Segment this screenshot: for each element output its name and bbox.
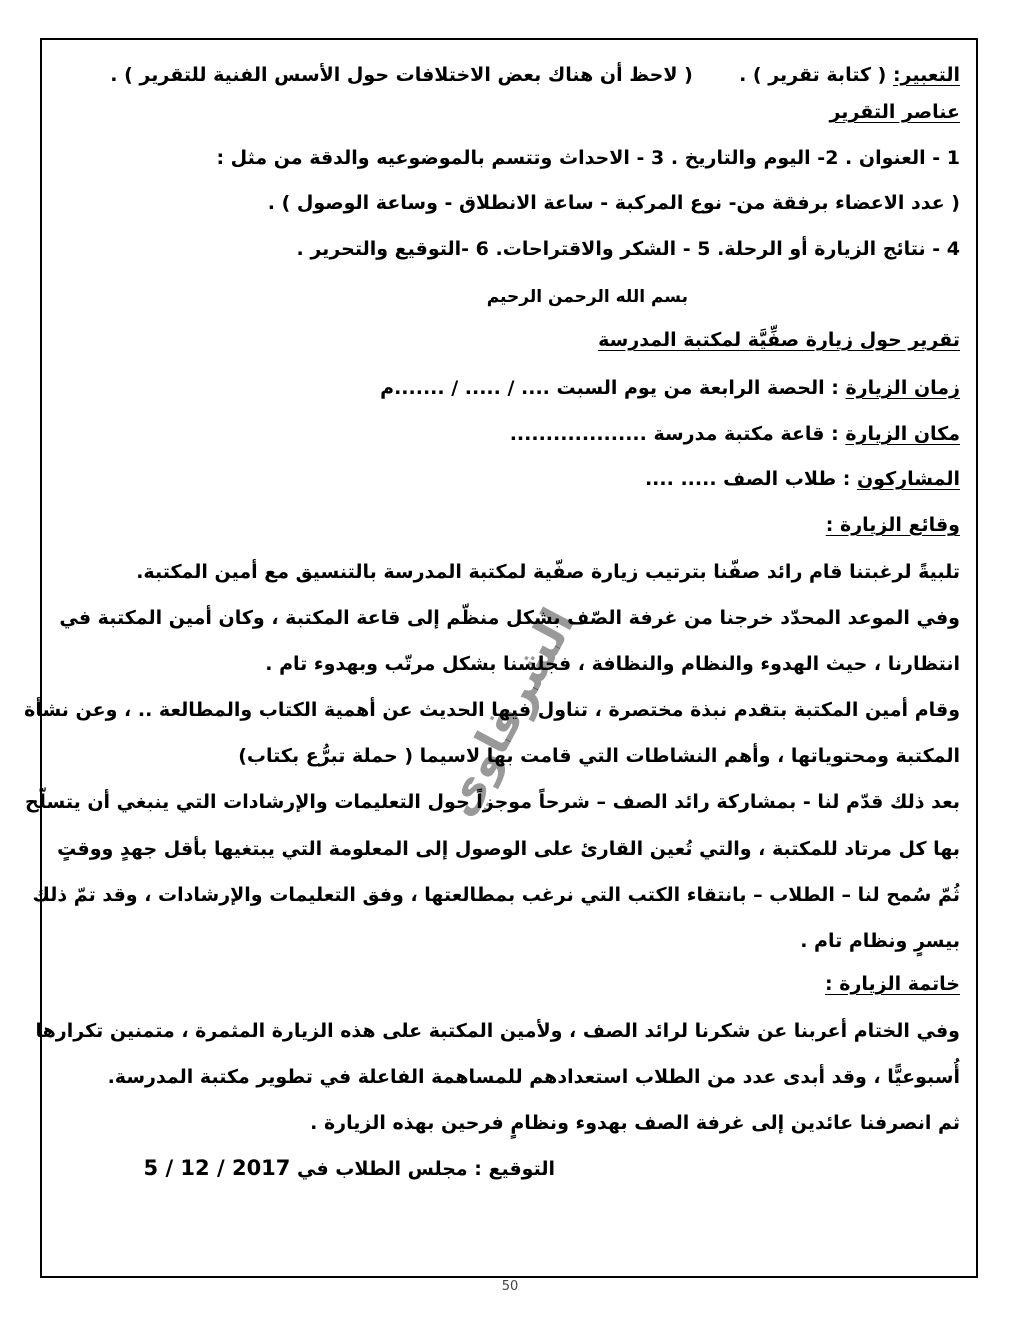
elements-line-3: 4 - نتائج الزيارة أو الرحلة. 5 - الشكر والاقتراحات. 6 -التوقيع والتحرير . bbox=[296, 238, 960, 260]
signature-line bbox=[144, 1155, 555, 1182]
watermark: الشرقاوي bbox=[431, 599, 586, 825]
page-number: 50 bbox=[501, 1279, 519, 1294]
events-line: تلبيةً لرغبتنا قام رائد صفّنا بترتيب زيارة صفّية لمكتبة المدرسة بالتنسيق مع أمين المكتبة. bbox=[136, 561, 960, 583]
events-line: المكتبة ومحتوياتها ، وأهم النشاطات التي قامت بها لاسيما ( حملة تبرُّع بكتاب) bbox=[238, 745, 960, 767]
events-line: انتظارنا ، حيث الهدوء والنظام والنظافة ، فجلسنا بشكل مرتّب وبهدوء تام . bbox=[265, 653, 960, 675]
events-line: بعد ذلك قدّم لنا - بمشاركة رائد الصف – شرحاً موجزاً حول التعليمات والإرشادات التي ينبغي أن يتسلّح bbox=[25, 791, 960, 813]
conclusion-line: وفي الختام أعربنا عن شكرنا لرائد الصف ، ولأمين المكتبة على هذه الزيارة المثمرة ، متمنين تكرارها bbox=[35, 1020, 960, 1042]
header-note: ( لاحظ أن هناك بعض الاختلافات حول الأسس الفنية للتقرير ) . bbox=[110, 64, 693, 86]
events-title: وقائع الزيارة : bbox=[825, 514, 960, 536]
visit-time-value: : الحصة الرابعة من يوم السبت .... / ..... / .......م bbox=[380, 377, 846, 399]
participants-label: المشاركون bbox=[857, 468, 960, 490]
header-line bbox=[110, 62, 960, 88]
elements-line-2: ( عدد الاعضاء برفقة من- نوع المركبة - ساعة الانطلاق - وساعة الوصول ) . bbox=[267, 192, 960, 214]
events-line: ثُمّ سُمح لنا – الطلاب – بانتقاء الكتب التي نرغب بمطالعتها ، وفق التعليمات والإرشادات ، وقد تمّ ذلك bbox=[32, 884, 960, 906]
conclusion-line: أُسبوعيًّا ، وقد أبدى عدد من الطلاب استعدادهم للمساهمة الفاعلة في تطوير مكتبة المدرسة. bbox=[107, 1066, 960, 1088]
events-line: وفي الموعد المحدّد خرجنا من غرفة الصّف بشكل منظّم إلى قاعة المكتبة ، وكان أمين المكتبة في bbox=[59, 607, 960, 629]
visit-participants bbox=[645, 466, 960, 492]
events-line: بها كل مرتاد للمكتبة ، والتي تُعين القارئ على الوصول إلى المعلومة التي يبتغيها بأقل جهدٍ ووقتٍ bbox=[57, 838, 960, 860]
report-title: تقرير حول زيارة صفِّيَّة لمكتبة المدرسة bbox=[598, 329, 960, 351]
header-label: التعبير: bbox=[892, 64, 960, 86]
conclusion-title: خاتمة الزيارة : bbox=[825, 973, 960, 995]
visit-time bbox=[380, 375, 960, 401]
events-line: بيسرٍ ونظام تام . bbox=[800, 930, 960, 952]
visit-place bbox=[510, 421, 960, 447]
header-topic: ( كتابة تقرير ) . bbox=[739, 64, 887, 86]
events-line: وقام أمين المكتبة بتقدم نبذة مختصرة ، تناول فيها الحديث عن أهمية الكتاب والمطالعة .. ، وعن نشأة bbox=[24, 699, 960, 721]
conclusion-line: ثم انصرفنا عائدين إلى غرفة الصف بهدوء ونظامٍ فرحين بهذه الزيارة . bbox=[310, 1112, 960, 1134]
visit-time-label: زمان الزيارة bbox=[845, 377, 960, 399]
participants-value: : طلاب الصف ..... .... bbox=[644, 468, 858, 490]
elements-line-1: 1 - العنوان . 2- اليوم والتاريخ . 3 - الاحداث وتتسم بالموضوعيه والدقة من مثل : bbox=[216, 147, 960, 169]
signature-text: التوقيع : مجلس الطلاب في bbox=[297, 1158, 555, 1180]
elements-title: عناصر التقرير bbox=[829, 101, 960, 123]
visit-place-value: : قاعة مكتبة مدرسة ................... bbox=[509, 423, 846, 445]
signature-date: 5 / 12 / 2017 bbox=[143, 1156, 291, 1180]
basmala: بسم الله الرحمن الرحيم bbox=[486, 287, 688, 307]
visit-place-label: مكان الزيارة bbox=[845, 423, 960, 445]
